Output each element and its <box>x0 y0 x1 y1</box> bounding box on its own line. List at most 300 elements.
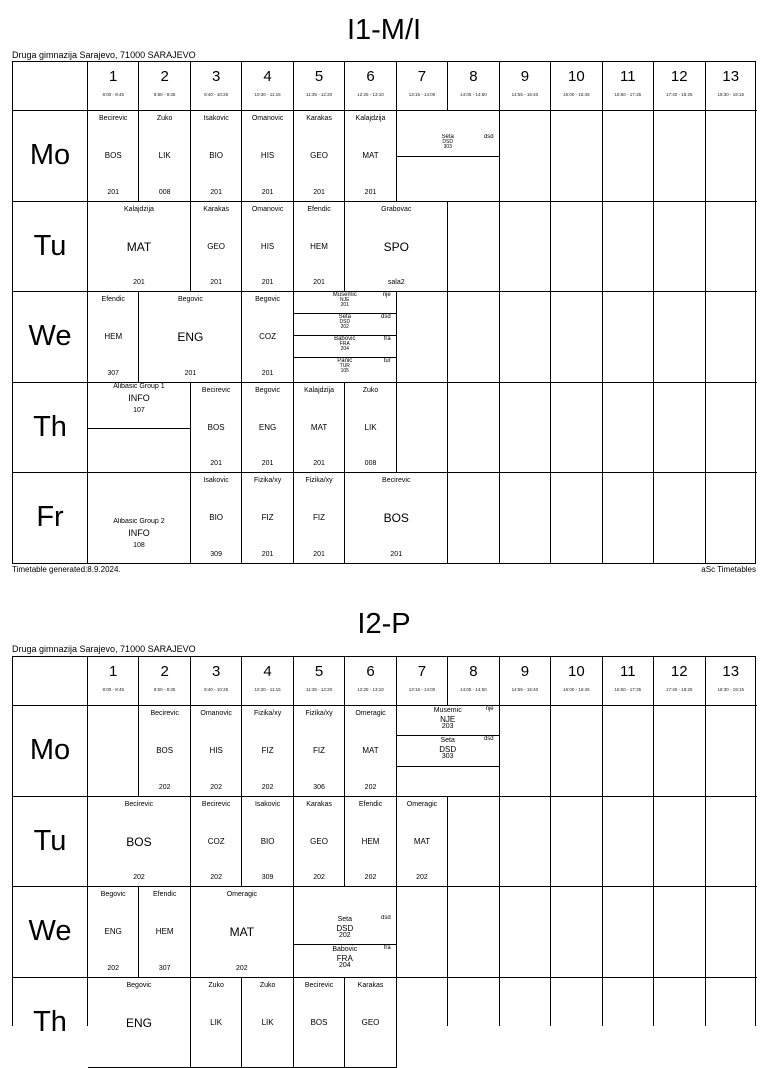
lesson-subject: HIS <box>242 151 292 160</box>
school-name: Druga gimnazija Sarajevo, 71000 SARAJEVO <box>12 50 196 60</box>
lesson-group-code: fra <box>384 336 391 342</box>
lesson-room: 202 <box>345 874 395 881</box>
lesson-teacher: Seta <box>294 314 396 320</box>
period-number: 7 <box>397 663 447 680</box>
lesson-room: 201 <box>88 279 190 286</box>
lesson-room: 307 <box>88 370 138 377</box>
lesson-room: 105 <box>294 369 396 374</box>
lesson-teacher: Isakovic <box>191 477 241 484</box>
lesson-room: 202 <box>294 874 344 881</box>
period-time: 10:30 - 11:15 <box>242 92 292 97</box>
period-number: 6 <box>345 663 395 680</box>
day-label: Fr <box>13 473 87 563</box>
period-time: 14:05 - 14:50 <box>448 92 498 97</box>
lesson-subject: HEM <box>294 242 344 251</box>
lesson-cell[interactable] <box>191 202 242 293</box>
lesson-room: 309 <box>242 874 292 881</box>
lesson-cell[interactable] <box>139 111 190 202</box>
lesson-cell[interactable] <box>294 292 397 383</box>
lesson-group-code: nje <box>486 706 494 712</box>
lesson-teacher: Karakas <box>294 115 344 122</box>
period-header <box>448 62 498 110</box>
period-header <box>397 657 447 705</box>
lesson-room: 201 <box>191 189 241 196</box>
period-header <box>345 62 395 110</box>
period-header <box>88 62 138 110</box>
period-header <box>139 657 189 705</box>
period-time: 12:25 - 13:10 <box>345 687 395 692</box>
lesson-cell[interactable] <box>242 978 293 1068</box>
day-label: Tu <box>13 202 87 292</box>
lesson-subject: BOS <box>88 151 138 160</box>
lesson-cell[interactable] <box>88 978 191 1068</box>
period-time: 8:00 - 8:45 <box>88 687 138 692</box>
lesson-cell[interactable] <box>139 887 190 978</box>
period-header <box>88 657 138 705</box>
lesson-teacher: Fizika/xy <box>294 477 344 484</box>
period-header <box>706 657 756 705</box>
lesson-room: 201 <box>242 189 292 196</box>
lesson-cell[interactable] <box>294 473 345 564</box>
lesson-cell[interactable] <box>242 797 293 888</box>
lesson-subject: ENG <box>88 927 138 936</box>
lesson-subject: HEM <box>88 332 138 341</box>
lesson-teacher: Efendic <box>139 891 189 898</box>
period-time: 9:40 - 10:25 <box>191 92 241 97</box>
lesson-teacher: Begovic <box>242 296 292 303</box>
lesson-cell[interactable] <box>397 797 448 888</box>
period-number: 9 <box>500 68 550 85</box>
lesson-teacher: Isakovic <box>242 801 292 808</box>
lesson-teacher: Efendic <box>88 296 138 303</box>
lesson-cell[interactable] <box>88 202 191 293</box>
period-number: 8 <box>448 68 498 85</box>
lesson-room: 309 <box>191 551 241 558</box>
school-name: Druga gimnazija Sarajevo, 71000 SARAJEVO <box>12 644 196 654</box>
lesson-subject: SPO <box>345 240 447 254</box>
lesson-room: 204 <box>294 347 396 352</box>
period-number: 5 <box>294 663 344 680</box>
lesson-cell[interactable] <box>345 111 396 202</box>
lesson-room: 201 <box>345 189 395 196</box>
lesson-cell[interactable] <box>191 111 242 202</box>
lesson-cell[interactable] <box>294 202 345 293</box>
lesson-subject: COZ <box>191 837 241 846</box>
lesson-cell[interactable] <box>88 292 139 383</box>
period-time: 12:25 - 13:10 <box>345 92 395 97</box>
lesson-cell[interactable] <box>242 473 293 564</box>
period-header <box>242 657 292 705</box>
lesson-teacher: Begovic <box>139 296 241 303</box>
lesson-subject: HIS <box>242 242 292 251</box>
lesson-group[interactable] <box>294 292 396 314</box>
lesson-room: 201 <box>294 279 344 286</box>
lesson-subject: LIK <box>139 151 189 160</box>
lesson-subject: DSD <box>294 320 396 325</box>
period-number: 7 <box>397 68 447 85</box>
lesson-group[interactable] <box>294 358 396 381</box>
lesson-group-code: dsd <box>381 314 391 320</box>
lesson-teacher: Fizika/xy <box>242 710 292 717</box>
lesson-room: 202 <box>88 965 138 972</box>
lesson-teacher: Omanovic <box>191 710 241 717</box>
lesson-cell[interactable] <box>294 978 345 1068</box>
lesson-cell[interactable] <box>88 797 191 888</box>
lesson-room: 201 <box>294 460 344 467</box>
lesson-room: 202 <box>191 784 241 791</box>
lesson-cell[interactable] <box>242 292 293 383</box>
period-time: 17:40 - 18:25 <box>654 92 704 97</box>
lesson-cell[interactable] <box>242 111 293 202</box>
period-header <box>603 657 653 705</box>
day-label: We <box>13 292 87 382</box>
period-number: 3 <box>191 663 241 680</box>
lesson-group-code: tur <box>384 358 391 364</box>
lesson-teacher: Seta <box>294 916 396 924</box>
day-label: We <box>13 887 87 977</box>
lesson-room: 201 <box>88 189 138 196</box>
lesson-cell[interactable] <box>191 473 242 564</box>
lesson-teacher: Becirevic <box>191 801 241 808</box>
lesson-subject: GEO <box>294 837 344 846</box>
lesson-group[interactable] <box>294 915 396 945</box>
lesson-teacher: Seta <box>397 134 499 140</box>
period-time: 14:05 - 14:50 <box>448 687 498 692</box>
lesson-subject: MAT <box>397 837 447 846</box>
lesson-group-code: dsd <box>381 915 391 921</box>
period-number: 9 <box>500 663 550 680</box>
lesson-teacher: Omanovic <box>242 115 292 122</box>
lesson-teacher: Efendic <box>345 801 395 808</box>
lesson-subject: NJE <box>397 715 499 724</box>
lesson-teacher: Musemic <box>294 292 396 298</box>
lesson-cell[interactable] <box>139 292 242 383</box>
period-time: 13:15 - 14:00 <box>397 687 447 692</box>
lesson-room: 202 <box>294 325 396 330</box>
lesson-room: 303 <box>397 145 499 150</box>
lesson-subject: FIZ <box>242 513 292 522</box>
lesson-group[interactable] <box>397 134 499 157</box>
lesson-subject: NJE <box>294 298 396 303</box>
footer-brand: aSc Timetables <box>701 565 756 574</box>
lesson-teacher: Alibasic Group 1 <box>88 383 190 391</box>
column-divider <box>653 62 654 563</box>
lesson-group-code: nje <box>383 292 391 298</box>
lesson-teacher: Grabovac <box>345 206 447 213</box>
lesson-teacher: Becirevic <box>191 387 241 394</box>
lesson-cell[interactable] <box>294 383 345 474</box>
lesson-subject: DSD <box>397 745 499 754</box>
lesson-cell[interactable] <box>345 706 396 797</box>
lesson-subject: FIZ <box>294 746 344 755</box>
lesson-subject: HIS <box>191 746 241 755</box>
lesson-teacher: Begovic <box>88 891 138 898</box>
lesson-cell[interactable] <box>191 706 242 797</box>
lesson-group[interactable] <box>397 736 499 767</box>
lesson-subject: MAT <box>294 423 344 432</box>
lesson-room: 201 <box>191 460 241 467</box>
lesson-subject: BOS <box>294 1018 344 1027</box>
column-divider <box>602 657 603 1026</box>
day-label: Th <box>13 383 87 473</box>
lesson-cell[interactable] <box>191 797 242 888</box>
lesson-teacher: Kalajdzija <box>294 387 344 394</box>
lesson-subject: INFO <box>88 393 190 403</box>
lesson-teacher: Musemic <box>397 707 499 715</box>
lesson-teacher: Zuko <box>139 115 189 122</box>
lesson-teacher: Efendic <box>294 206 344 213</box>
lesson-teacher: Karakas <box>345 982 395 989</box>
lesson-group[interactable] <box>88 383 190 429</box>
lesson-room: 202 <box>88 874 190 881</box>
lesson-cell[interactable] <box>397 111 500 202</box>
lesson-teacher: Fizika/xy <box>294 710 344 717</box>
column-divider <box>705 62 706 563</box>
lesson-teacher: Zuko <box>191 982 241 989</box>
lesson-subject: MAT <box>345 151 395 160</box>
lesson-teacher: Becirevic <box>88 115 138 122</box>
lesson-cell[interactable] <box>294 797 345 888</box>
lesson-cell[interactable] <box>88 111 139 202</box>
lesson-room: 202 <box>294 932 396 940</box>
period-time: 10:30 - 11:15 <box>242 687 292 692</box>
lesson-teacher: Zuko <box>242 982 292 989</box>
period-number: 12 <box>654 663 704 680</box>
period-number: 13 <box>706 68 756 85</box>
period-header <box>551 62 601 110</box>
lesson-subject: DSD <box>294 924 396 933</box>
lesson-teacher: Seta <box>397 737 499 745</box>
lesson-cell[interactable] <box>397 706 500 797</box>
period-number: 2 <box>139 68 189 85</box>
lesson-cell[interactable] <box>242 706 293 797</box>
period-number: 10 <box>551 68 601 85</box>
lesson-subject: MAT <box>88 240 190 254</box>
lesson-room: 201 <box>242 279 292 286</box>
lesson-room: sala2 <box>345 279 447 286</box>
lesson-cell[interactable] <box>294 887 397 978</box>
lesson-room: 202 <box>397 874 447 881</box>
timetable-title: I2-P <box>0 608 768 640</box>
lesson-cell[interactable] <box>345 473 448 564</box>
lesson-room: 306 <box>294 784 344 791</box>
period-time: 8:00 - 8:45 <box>88 92 138 97</box>
lesson-subject: FIZ <box>294 513 344 522</box>
lesson-subject: TUR <box>294 364 396 369</box>
lesson-teacher: Becirevic <box>88 801 190 808</box>
period-header <box>191 657 241 705</box>
timetable-grid <box>12 656 756 1026</box>
period-header <box>654 62 704 110</box>
lesson-subject: FRA <box>294 342 396 347</box>
lesson-cell[interactable] <box>88 383 191 474</box>
period-number: 11 <box>603 663 653 680</box>
lesson-room: 203 <box>397 723 499 731</box>
lesson-subject: MAT <box>345 746 395 755</box>
period-time: 11:35 - 12:20 <box>294 687 344 692</box>
lesson-teacher: Begovic <box>88 982 190 989</box>
lesson-subject: BOS <box>345 511 447 525</box>
lesson-subject: LIK <box>191 1018 241 1027</box>
lesson-room: 202 <box>191 965 293 972</box>
lesson-subject: LIK <box>242 1018 292 1027</box>
lesson-cell[interactable] <box>294 111 345 202</box>
lesson-teacher: Panic <box>294 358 396 364</box>
period-time: 16:00 - 16:45 <box>551 92 601 97</box>
period-time: 9:40 - 10:25 <box>191 687 241 692</box>
period-header <box>654 657 704 705</box>
lesson-room: 303 <box>397 753 499 761</box>
period-time: 16:50 - 17:35 <box>603 92 653 97</box>
lesson-group[interactable] <box>397 706 499 736</box>
lesson-group[interactable] <box>294 314 396 336</box>
lesson-teacher: Babovic <box>294 336 396 342</box>
lesson-subject: HEM <box>345 837 395 846</box>
lesson-subject: FIZ <box>242 746 292 755</box>
period-time: 16:00 - 16:45 <box>551 687 601 692</box>
lesson-group-code: dsd <box>484 134 494 140</box>
lesson-cell[interactable] <box>345 797 396 888</box>
period-number: 6 <box>345 68 395 85</box>
day-label: Th <box>13 978 87 1068</box>
lesson-teacher: Isakovic <box>191 115 241 122</box>
period-header <box>500 62 550 110</box>
lesson-subject: BIO <box>242 837 292 846</box>
period-time: 8:50 - 9:35 <box>139 687 189 692</box>
lesson-cell[interactable] <box>242 383 293 474</box>
lesson-cell[interactable] <box>191 978 242 1068</box>
lesson-cell[interactable] <box>345 383 396 474</box>
lesson-teacher: Kalajdzija <box>345 115 395 122</box>
day-label: Tu <box>13 797 87 887</box>
lesson-cell[interactable] <box>88 473 191 564</box>
period-number: 12 <box>654 68 704 85</box>
timetable-title: I1-M/I <box>0 14 768 46</box>
lesson-room: 204 <box>294 962 396 970</box>
lesson-room: 108 <box>88 542 190 550</box>
lesson-subject: INFO <box>88 528 190 538</box>
period-header <box>242 62 292 110</box>
lesson-cell[interactable] <box>139 706 190 797</box>
lesson-cell[interactable] <box>294 706 345 797</box>
lesson-subject: BOS <box>139 746 189 755</box>
period-time: 11:35 - 12:20 <box>294 92 344 97</box>
period-header <box>294 657 344 705</box>
period-header <box>397 62 447 110</box>
lesson-group[interactable] <box>294 336 396 358</box>
lesson-teacher: Omeragic <box>191 891 293 898</box>
lesson-group[interactable] <box>294 945 396 976</box>
day-label: Mo <box>13 706 87 796</box>
lesson-room: 107 <box>88 407 190 415</box>
period-number: 5 <box>294 68 344 85</box>
lesson-group[interactable] <box>88 518 190 562</box>
lesson-subject: ENG <box>242 423 292 432</box>
lesson-room: 201 <box>294 551 344 558</box>
column-divider <box>602 62 603 563</box>
lesson-teacher: Begovic <box>242 387 292 394</box>
lesson-room: 202 <box>191 874 241 881</box>
lesson-cell[interactable] <box>345 202 448 293</box>
lesson-teacher: Becirevic <box>294 982 344 989</box>
lesson-room: 008 <box>139 189 189 196</box>
lesson-room: 008 <box>345 460 395 467</box>
lesson-subject: HEM <box>139 927 189 936</box>
period-time: 8:50 - 9:35 <box>139 92 189 97</box>
lesson-room: 201 <box>139 370 241 377</box>
period-header <box>603 62 653 110</box>
lesson-subject: MAT <box>191 925 293 939</box>
lesson-room: 201 <box>294 303 396 308</box>
lesson-subject: ENG <box>139 330 241 344</box>
lesson-subject: DSD <box>397 140 499 145</box>
lesson-teacher: Omanovic <box>242 206 292 213</box>
lesson-room: 202 <box>242 784 292 791</box>
lesson-cell[interactable] <box>191 887 294 978</box>
lesson-group-code: fra <box>384 945 391 951</box>
lesson-room: 201 <box>345 551 447 558</box>
lesson-subject: GEO <box>345 1018 395 1027</box>
lesson-cell[interactable] <box>88 887 139 978</box>
lesson-room: 201 <box>294 189 344 196</box>
period-number: 11 <box>603 68 653 85</box>
column-divider <box>705 657 706 1026</box>
period-header <box>500 657 550 705</box>
lesson-teacher: Becirevic <box>345 477 447 484</box>
footer-generated: Timetable generated:8.9.2024. <box>12 565 121 574</box>
lesson-room: 201 <box>242 551 292 558</box>
period-header <box>191 62 241 110</box>
lesson-teacher: Babovic <box>294 946 396 954</box>
period-time: 13:15 - 14:00 <box>397 92 447 97</box>
lesson-room: 202 <box>345 784 395 791</box>
period-number: 1 <box>88 68 138 85</box>
period-time: 18:30 - 19:15 <box>706 92 756 97</box>
column-divider <box>653 657 654 1026</box>
lesson-cell[interactable] <box>242 202 293 293</box>
lesson-subject: GEO <box>294 151 344 160</box>
lesson-subject: ENG <box>88 1016 190 1030</box>
lesson-cell[interactable] <box>345 978 396 1068</box>
lesson-teacher: Karakas <box>191 206 241 213</box>
timetable-grid <box>12 61 756 564</box>
period-header <box>706 62 756 110</box>
period-number: 8 <box>448 663 498 680</box>
lesson-subject: LIK <box>345 423 395 432</box>
lesson-teacher: Zuko <box>345 387 395 394</box>
period-header <box>448 657 498 705</box>
period-time: 14:55 - 15:40 <box>500 92 550 97</box>
lesson-room: 202 <box>139 784 189 791</box>
period-time: 16:50 - 17:35 <box>603 687 653 692</box>
lesson-subject: BOS <box>191 423 241 432</box>
lesson-room: 201 <box>242 460 292 467</box>
period-time: 14:55 - 15:40 <box>500 687 550 692</box>
lesson-cell[interactable] <box>191 383 242 474</box>
lesson-subject: BOS <box>88 835 190 849</box>
lesson-subject: FRA <box>294 954 396 963</box>
lesson-teacher: Becirevic <box>139 710 189 717</box>
lesson-subject: COZ <box>242 332 292 341</box>
lesson-subject: BIO <box>191 151 241 160</box>
period-number: 13 <box>706 663 756 680</box>
lesson-teacher: Omeragic <box>345 710 395 717</box>
period-number: 2 <box>139 663 189 680</box>
lesson-teacher: Omeragic <box>397 801 447 808</box>
lesson-room: 307 <box>139 965 189 972</box>
lesson-teacher: Alibasic Group 2 <box>88 518 190 526</box>
lesson-subject: BIO <box>191 513 241 522</box>
